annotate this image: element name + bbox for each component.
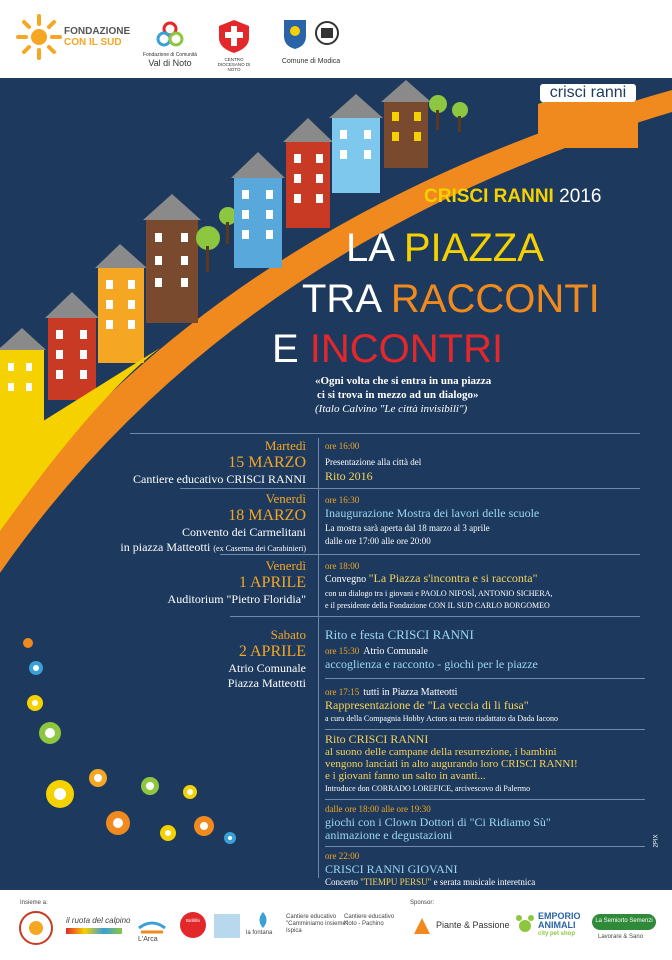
divider — [130, 433, 640, 434]
fontana-logo-icon — [252, 910, 274, 930]
kicker: CRISCI RANNI 2016 — [424, 186, 602, 207]
event-2-right: ore 16:30 Inaugurazione Mostra dei lavori delle scuole La mostra sarà aperta dal 18 marzo al 3 aprile dalle ore 17:00 alle ore 20:00 — [325, 495, 540, 546]
valdinoto-logo — [155, 20, 185, 50]
partner-5: Cantiere educativo "Camminiamo insieme" Ispica — [286, 914, 348, 934]
partner-badge-icon — [18, 910, 54, 946]
arca-logo-icon — [137, 918, 167, 934]
event-1-left: Martedì 15 MARZO Cantiere educativo CRISCI RANNI — [133, 438, 306, 486]
partner-2: L'Arca — [138, 936, 158, 943]
heritage-icon — [314, 20, 340, 46]
partner-4: la fontana — [246, 930, 273, 936]
valdinoto-text: Val di Noto — [148, 58, 192, 68]
event-4-left: Sabato 2 APRILE Atrio Comunale Piazza Matteotti — [227, 627, 306, 690]
divider — [180, 488, 640, 489]
modica-text: Comune di Modica — [281, 58, 341, 65]
vertical-divider — [318, 438, 319, 878]
paw-icon — [514, 912, 536, 934]
title-line-3: E INCONTRI — [272, 327, 504, 371]
piante-logo-icon — [410, 914, 434, 936]
partner-3: Birillillo — [185, 918, 200, 923]
calvino-quote: «Ogni volta che si entra in una piazza ci si trova in mezzo ad un dialogo» (Italo Calvino "Le città invisibili") — [315, 375, 492, 415]
event-3-left: Venerdì 1 APRILE Auditorium "Pietro Floridia" — [167, 558, 306, 606]
poster-main — [0, 78, 672, 890]
insieme-label: Insieme a: — [20, 900, 48, 906]
sponsor-header — [0, 0, 672, 78]
sponsor-2: EMPORIO ANIMALI city pet shop — [538, 911, 581, 937]
partner-6: Cantiere educativo Noto - Pachino — [344, 914, 395, 927]
partners-footer — [0, 890, 672, 960]
birillillo-logo-icon — [180, 912, 206, 938]
fondazione-sun-logo — [14, 12, 64, 62]
event-4-right: Rito e festa CRISCI RANNI ore 15:30 Atrio Comunale accoglienza e racconto - giochi per le piazze ore 17:15 tutti in Piazza Matteotti Rappresentazione de "La veccia di li fusa" a cura della Compagnia Hobby Actors su testo riadattato da Dada Iacono Rito CRISCI RANNI al suono delle campane della resurrezione, i bambini vengono lanciati in alto augurando loro CRISCI RANNI! e i giovani fanno un salto in avanti... Introduce don CORRADO LOREFICE, arcivescovo di Palermo dalle ore 18:00 alle ore 19:30 giochi con i Clown Dottori di "Ci Ridiamo Sù" animazione e degustazioni ore 22:00 CRISCI RANNI GIOVANI Concerto "TIEMPU PERSU" e serata musicale interetnica — [325, 628, 665, 889]
divider — [230, 616, 640, 617]
partner-1-stripe — [66, 928, 122, 934]
modica-crest-icon — [282, 18, 308, 50]
valdinoto-small: Fondazione di Comunità — [142, 52, 198, 58]
crisci-ranni-logo-text: crisci ranni — [540, 84, 636, 102]
caritas-text: CENTRO DIOCESANO DI NOTO — [217, 57, 251, 72]
event-1-right: ore 16:00 Presentazione alla città del Rito 2016 — [325, 441, 422, 483]
sponsor-3-sub: Lavorare & Sano — [598, 934, 644, 940]
title-line-2: TRA RACCONTI — [302, 277, 600, 321]
sponsor-label: Sponsor: — [410, 900, 435, 906]
event-2-left: Venerdì 18 MARZO Convento dei Carmelitani in piazza Matteotti (ex Caserma dei Carabinieri) — [120, 491, 306, 554]
fondazione-logo-text: FONDAZIONE CON IL SUD — [64, 26, 131, 48]
partner-1: il ruota del calpino — [66, 916, 131, 925]
partner-photo-icon — [214, 914, 240, 938]
sponsor-1: Piante & Passione — [436, 920, 510, 930]
sponsor-3: La Semiorto Semenzi — [595, 918, 653, 924]
event-3-right: ore 18:00 Convegno "La Piazza s'incontra e si racconta" con un dialogo tra i giovani e PAOLO NIFOSÌ, ANTONIO SICHERA, e il presidente della Fondazione CON IL SUD CARLO BORGOMEO — [325, 561, 553, 610]
title-line-1: LA PIAZZA — [346, 226, 544, 270]
credit: 2PIX — [653, 834, 660, 848]
caritas-logo — [217, 18, 251, 54]
